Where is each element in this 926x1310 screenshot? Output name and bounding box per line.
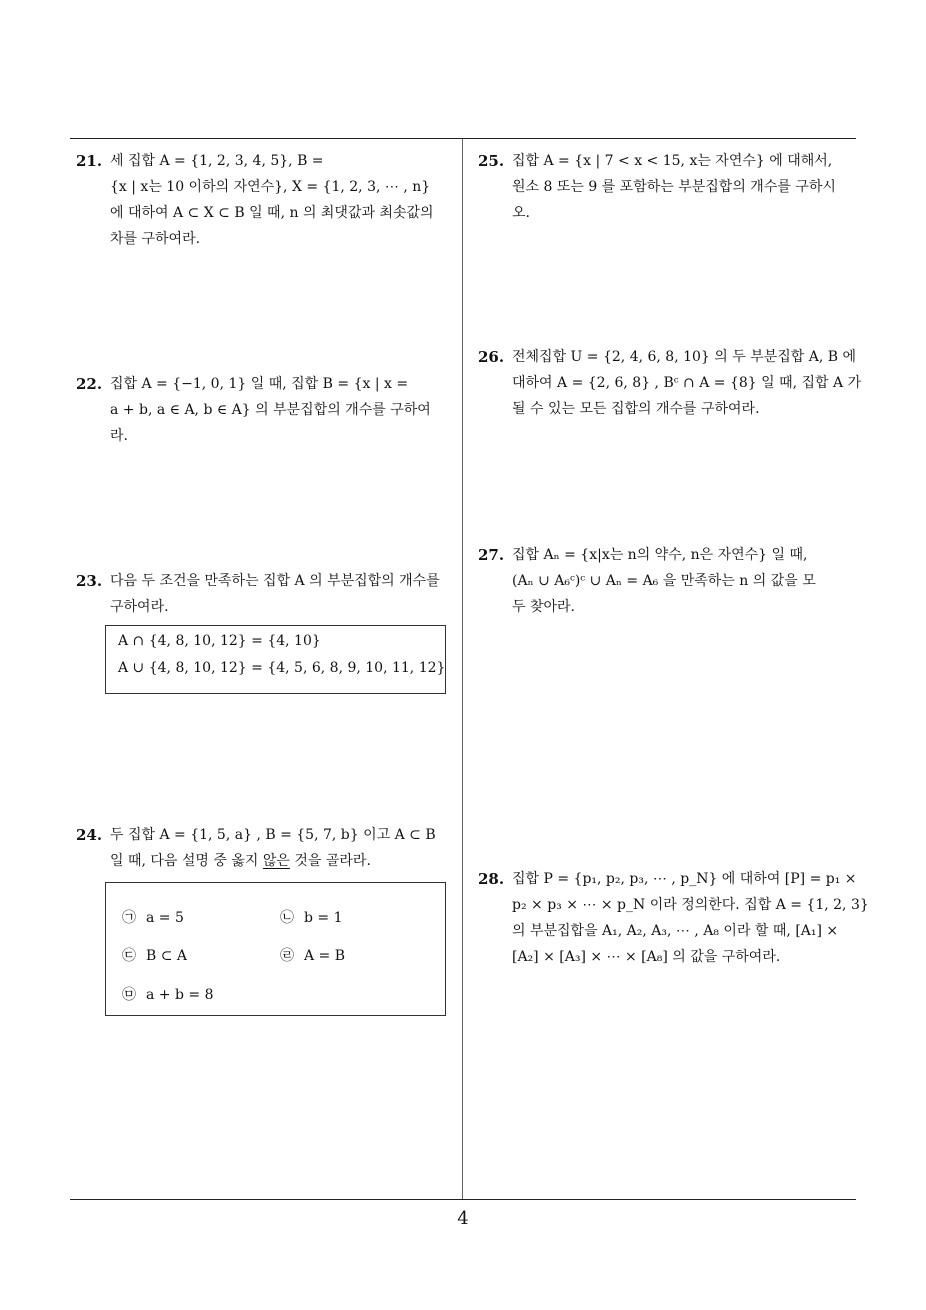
emphasis-underlined: 않은 (262, 853, 290, 869)
option-item (280, 945, 345, 965)
problem-line: p₂ × p₃ × ⋯ × p_N 이라 정의한다. 집합 A = {1, 2, 3} (512, 897, 869, 913)
option-mark: ㉢ (122, 948, 136, 964)
problem-line: 세 집합 A = {1, 2, 3, 4, 5}, B = (110, 153, 324, 169)
option-mark: ㉣ (280, 948, 294, 964)
problem-text (512, 866, 869, 970)
option-item (122, 907, 184, 927)
condition-line: A ∩ {4, 8, 10, 12} = {4, 10} (118, 633, 321, 649)
problem-line (110, 848, 456, 874)
problem-28 (478, 866, 869, 970)
problem-text (110, 568, 456, 620)
problem-text (110, 371, 456, 449)
problem-line: 의 부분집합을 A₁, A₂, A₃, ⋯ , A₈ 이라 할 때, [A₁] × (512, 923, 839, 939)
problem-line: 대하여 A = {2, 6, 8} , Bᶜ ∩ A = {8} 일 때, 집합 A 가 (512, 375, 862, 391)
problem-text (110, 822, 456, 874)
problem-number: 24. (76, 826, 103, 844)
problem-number: 22. (76, 375, 103, 393)
option-mark: ㉠ (122, 910, 136, 926)
options-box (105, 882, 446, 1016)
problem-line: (Aₙ ∪ A₆ᶜ)ᶜ ∪ Aₙ = A₆ 을 만족하는 n 의 값을 모 (512, 573, 816, 589)
option-item (280, 907, 343, 927)
problem-text (512, 344, 862, 422)
condition-line: A ∪ {4, 8, 10, 12} = {4, 5, 6, 8, 9, 10, 11, 12} (118, 660, 446, 676)
problem-line: 집합 A = {−1, 0, 1} 일 때, 집합 B = {x | x = (110, 376, 409, 392)
problem-number: 23. (76, 572, 103, 590)
problem-line: 에 대하여 A ⊂ X ⊂ B 일 때, n 의 최댓값과 최솟값의 (110, 205, 434, 221)
option-item (122, 984, 213, 1004)
problem-line: 집합 A = {x | 7 < x < 15, x는 자연수} 에 대해서, (512, 153, 833, 169)
problem-line: 원소 8 또는 9 를 포함하는 부분집합의 개수를 구하시 (512, 179, 836, 195)
option-text: B ⊂ A (146, 948, 188, 964)
problem-number: 21. (76, 152, 103, 170)
problem-line: 집합 P = {p₁, p₂, p₃, ⋯ , p_N} 에 대하여 [P] = p₁ × (512, 871, 857, 887)
top-rule (70, 138, 856, 139)
problem-line: 전체집합 U = {2, 4, 6, 8, 10} 의 두 부분집합 A, B 에 (512, 349, 857, 365)
column-divider (462, 139, 463, 1199)
option-mark: ㉡ (280, 910, 294, 926)
problem-25 (478, 148, 858, 226)
problem-line: 오. (512, 205, 530, 221)
bottom-rule (70, 1199, 856, 1200)
problem-number: 27. (478, 546, 505, 564)
problem-line: 구하여라. (110, 599, 169, 615)
page-number: 4 (457, 1208, 469, 1229)
problem-21 (76, 148, 456, 252)
problem-line: {x | x는 10 이하의 자연수}, X = {1, 2, 3, ⋯ , n} (110, 179, 431, 195)
problem-number: 26. (478, 348, 505, 366)
problem-line-start: 일 때, 다음 설명 중 옳지 (110, 853, 263, 869)
problem-line: a + b, a ∈ A, b ∈ A} 의 부분집합의 개수를 구하여 (110, 402, 431, 418)
problem-line: 다음 두 조건을 만족하는 집합 A 의 부분집합의 개수를 (110, 573, 440, 589)
problem-text (512, 148, 858, 226)
problem-line-end: 것을 골라라. (289, 853, 371, 869)
problem-text (110, 148, 456, 252)
problem-27 (478, 542, 858, 620)
problem-line: [A₂] × [A₃] × ⋯ × [A₈] 의 값을 구하여라. (512, 949, 781, 965)
problem-line: 될 수 있는 모든 집합의 개수를 구하여라. (512, 401, 760, 417)
problem-text (512, 542, 858, 620)
option-item (122, 945, 187, 965)
problem-23 (76, 568, 456, 620)
option-text: a + b = 8 (146, 987, 214, 1003)
condition-box (105, 625, 446, 694)
problem-line: 두 집합 A = {1, 5, a} , B = {5, 7, b} 이고 A ⊂ B (110, 827, 436, 843)
option-text: b = 1 (304, 910, 343, 926)
problem-line: 차를 구하여라. (110, 231, 201, 247)
problem-22 (76, 371, 456, 449)
problem-line: 집합 Aₙ = {x|x는 n의 약수, n은 자연수} 일 때, (512, 547, 808, 563)
problem-line: 두 찾아라. (512, 599, 575, 615)
option-text: A = B (304, 948, 346, 964)
option-text: a = 5 (146, 910, 184, 926)
problem-24 (76, 822, 456, 874)
problem-number: 28. (478, 870, 505, 888)
problem-line: 라. (110, 428, 128, 444)
problem-26 (478, 344, 862, 422)
problem-number: 25. (478, 152, 505, 170)
option-mark: ㉤ (122, 987, 136, 1003)
